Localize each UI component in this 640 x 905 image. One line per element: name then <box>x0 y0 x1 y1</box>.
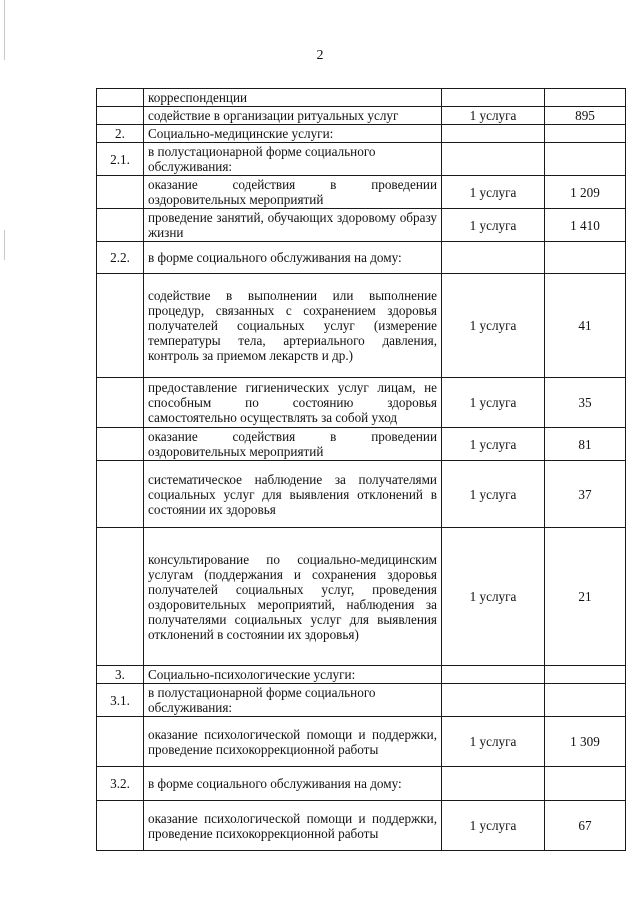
table-row <box>97 274 626 378</box>
service-unit: 1 услуга <box>442 378 545 428</box>
service-unit <box>442 89 545 107</box>
row-number <box>97 107 144 125</box>
table-row <box>97 125 626 143</box>
service-quantity: 1 209 <box>545 176 626 209</box>
service-unit <box>442 143 545 176</box>
service-unit: 1 услуга <box>442 428 545 461</box>
service-quantity <box>545 89 626 107</box>
service-name: содействие в организации ритуальных услуг <box>144 107 442 125</box>
service-name: в форме социального обслуживания на дому: <box>144 242 442 274</box>
scan-edge-mark-mid <box>4 230 5 260</box>
service-name: в форме социального обслуживания на дому: <box>144 767 442 801</box>
service-unit: 1 услуга <box>442 274 545 378</box>
service-quantity: 35 <box>545 378 626 428</box>
table-row <box>97 107 626 125</box>
service-name: систематическое наблюдение за получателями социальных услуг для выявления отклонений в состоянии их здоровья <box>144 461 442 528</box>
service-quantity: 1 410 <box>545 209 626 242</box>
service-quantity: 67 <box>545 801 626 851</box>
table-row <box>97 666 626 684</box>
service-name: в полустационарной форме социального обслуживания: <box>144 684 442 717</box>
table-row <box>97 428 626 461</box>
service-quantity <box>545 242 626 274</box>
table-row <box>97 717 626 767</box>
row-number <box>97 801 144 851</box>
service-unit: 1 услуга <box>442 209 545 242</box>
service-unit: 1 услуга <box>442 107 545 125</box>
service-name: оказание психологической помощи и поддержки, проведение психокоррекционной работы <box>144 801 442 851</box>
service-name: консультирование по социально-медицинским услугам (поддержания и сохранения здоровья получателей социальных услуг, проведения оздоровительных мероприятий, наблюдения за получателями социальных услуг для выявления отклонений в состоянии их здоровья) <box>144 528 442 666</box>
service-unit <box>442 125 545 143</box>
service-unit: 1 услуга <box>442 461 545 528</box>
service-quantity: 81 <box>545 428 626 461</box>
service-unit: 1 услуга <box>442 801 545 851</box>
service-unit: 1 услуга <box>442 176 545 209</box>
row-number <box>97 274 144 378</box>
table-row <box>97 242 626 274</box>
table-row <box>97 684 626 717</box>
table-row <box>97 461 626 528</box>
row-number: 2.2. <box>97 242 144 274</box>
service-name: в полустационарной форме социального обслуживания: <box>144 143 442 176</box>
service-quantity <box>545 143 626 176</box>
service-unit: 1 услуга <box>442 717 545 767</box>
row-number <box>97 717 144 767</box>
service-name: оказание психологической помощи и поддержки, проведение психокоррекционной работы <box>144 717 442 767</box>
table-row <box>97 528 626 666</box>
row-number: 3.1. <box>97 684 144 717</box>
service-unit <box>442 684 545 717</box>
row-number: 3.2. <box>97 767 144 801</box>
service-name: оказание содействия в проведении оздоровительных мероприятий <box>144 176 442 209</box>
service-name: проведение занятий, обучающих здоровому образу жизни <box>144 209 442 242</box>
service-name: корреспонденции <box>144 89 442 107</box>
services-table <box>96 88 626 851</box>
table-row <box>97 176 626 209</box>
table-row <box>97 801 626 851</box>
service-quantity <box>545 666 626 684</box>
service-quantity: 37 <box>545 461 626 528</box>
table-row <box>97 378 626 428</box>
table-row <box>97 143 626 176</box>
row-number <box>97 176 144 209</box>
service-name: содействие в выполнении или выполнение процедур, связанных с сохранением здоровья получателей социальных услуг (измерение температуры тела, артериального давления, контроль за приемом лекарств и др.) <box>144 274 442 378</box>
service-unit: 1 услуга <box>442 528 545 666</box>
service-unit <box>442 767 545 801</box>
service-name: оказание содействия в проведении оздоровительных мероприятий <box>144 428 442 461</box>
row-number <box>97 528 144 666</box>
service-unit <box>442 242 545 274</box>
row-number: 2. <box>97 125 144 143</box>
table-row <box>97 89 626 107</box>
service-unit <box>442 666 545 684</box>
service-name: Социально-медицинские услуги: <box>144 125 442 143</box>
table-row <box>97 767 626 801</box>
row-number: 2.1. <box>97 143 144 176</box>
row-number <box>97 378 144 428</box>
service-quantity <box>545 125 626 143</box>
service-quantity: 41 <box>545 274 626 378</box>
service-name: Социально-психологические услуги: <box>144 666 442 684</box>
page-number: 2 <box>316 48 324 63</box>
row-number <box>97 209 144 242</box>
service-quantity <box>545 767 626 801</box>
service-quantity: 895 <box>545 107 626 125</box>
row-number: 3. <box>97 666 144 684</box>
service-quantity: 21 <box>545 528 626 666</box>
row-number <box>97 428 144 461</box>
service-quantity: 1 309 <box>545 717 626 767</box>
services-table-body <box>97 89 626 851</box>
table-row <box>97 209 626 242</box>
service-name: предоставление гигиенических услуг лицам, не способным по состоянию здоровья самостоятельно осуществлять за собой уход <box>144 378 442 428</box>
service-quantity <box>545 684 626 717</box>
row-number <box>97 89 144 107</box>
row-number <box>97 461 144 528</box>
